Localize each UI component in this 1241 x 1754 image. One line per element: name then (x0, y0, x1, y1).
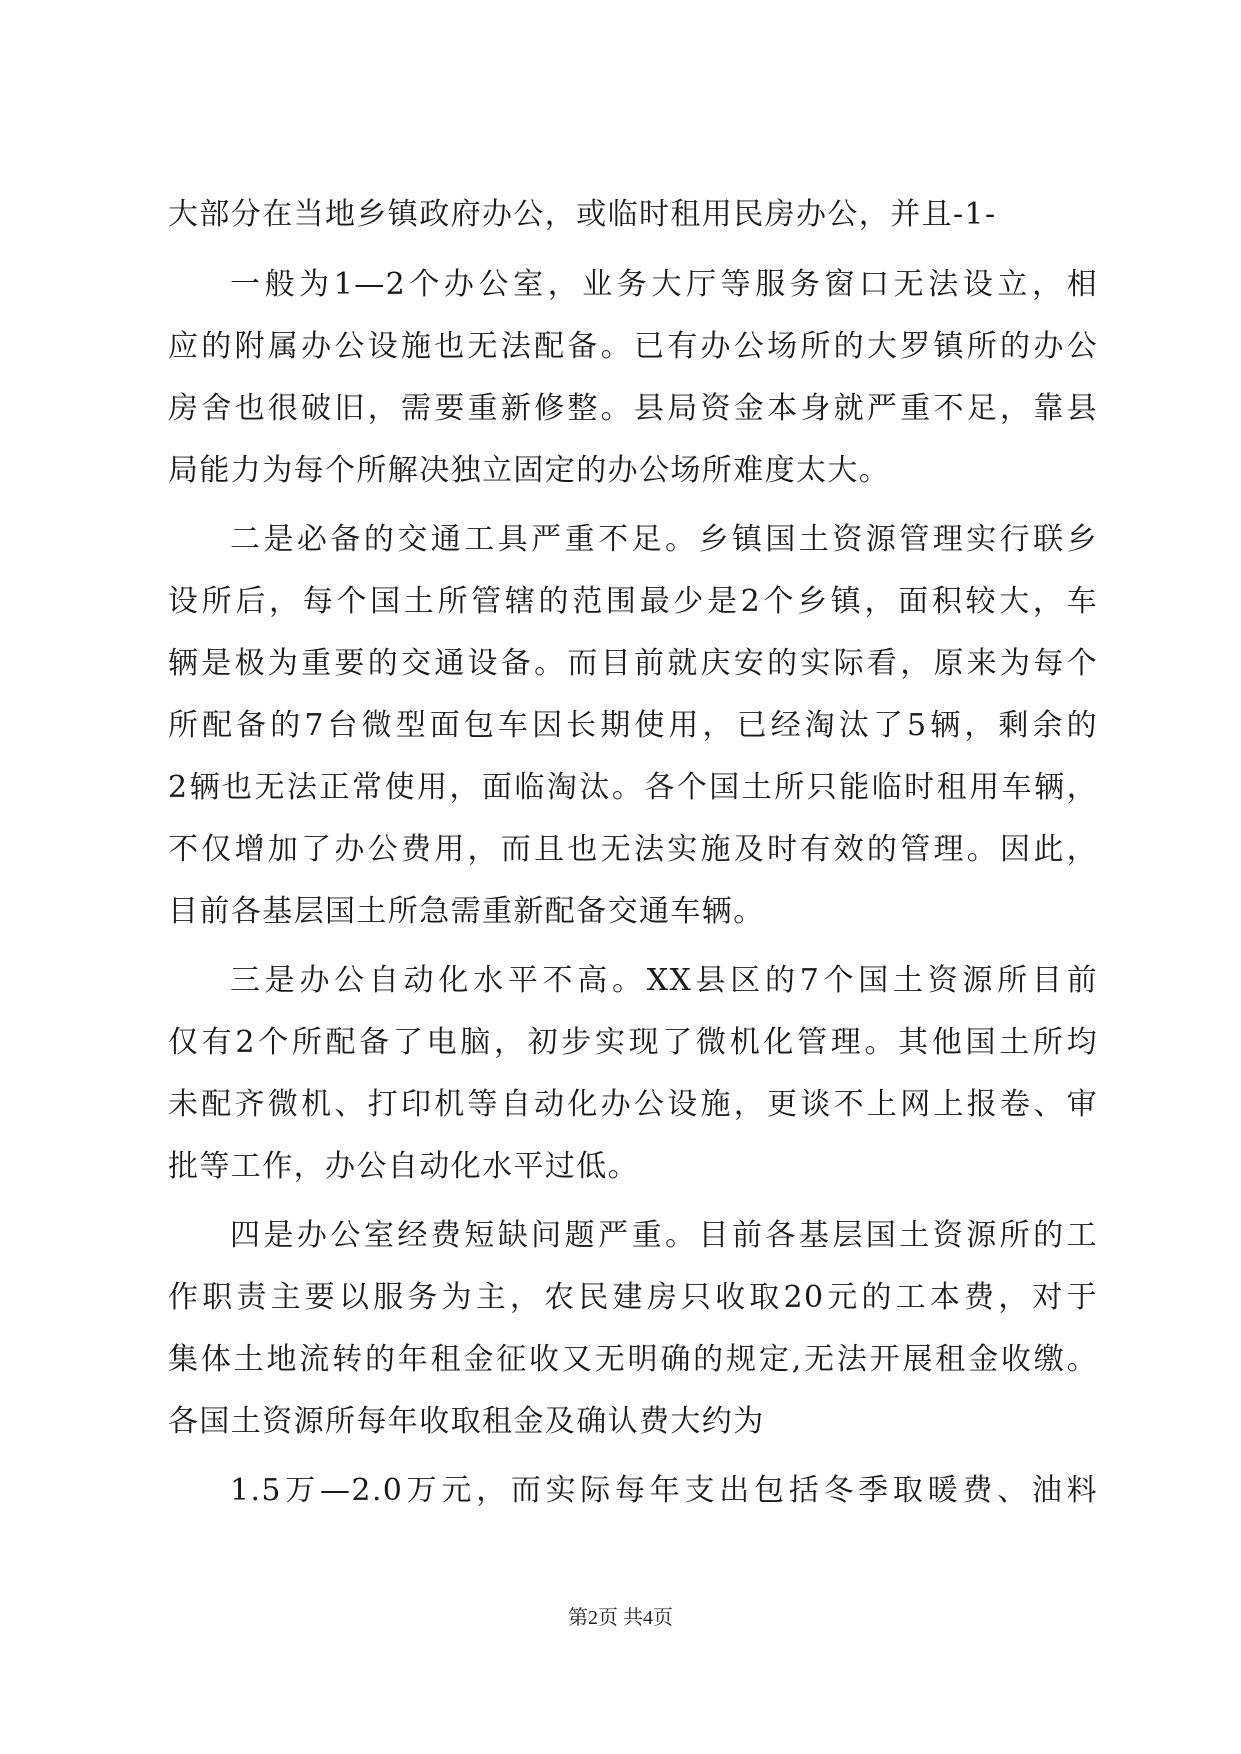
paragraph-line: 三是办公自动化水平不高。XX县区的7个国土资源所目前 (230, 963, 1098, 998)
paragraph-line: 批等工作，办公自动化水平过低。 (168, 1149, 639, 1184)
paragraph-line: 房舍也很破旧，需要重新修整。县局资金本身就严重不足，靠县 (168, 391, 1098, 426)
paragraph-line: 各国土资源所每年收取租金及确认费大约为 (168, 1404, 765, 1439)
paragraph-line: 集体土地流转的年租金征收又无明确的规定,无法开展租金收缴。 (168, 1342, 1098, 1377)
paragraph-line: 2辆也无法正常使用，面临淘汰。各个国土所只能临时租用车辆， (168, 770, 1098, 805)
paragraph-line: 目前各基层国土所急需重新配备交通车辆。 (168, 894, 765, 929)
paragraph-line: 四是办公室经费短缺问题严重。目前各基层国土资源所的工 (230, 1218, 1098, 1253)
page-footer (0, 1606, 1241, 1630)
paragraph-line: 1.5万—2.0万元，而实际每年支出包括冬季取暖费、油料 (230, 1473, 1098, 1508)
paragraph-line: 设所后，每个国土所管辖的范围最少是2个乡镇，面积较大，车 (168, 584, 1098, 619)
paragraph-line: 仅有2个所配备了电脑，初步实现了微机化管理。其他国土所均 (168, 1025, 1098, 1060)
text-line: 大部分在当地乡镇政府办公，或临时租用民房办公，并且-1- (168, 197, 997, 232)
paragraph-line: 一般为1—2个办公室，业务大厅等服务窗口无法设立，相 (230, 267, 1098, 302)
paragraph-line: 不仅增加了办公费用，而且也无法实施及时有效的管理。因此， (168, 832, 1098, 867)
paragraph-line: 局能力为每个所解决独立固定的办公场所难度太大。 (168, 453, 891, 488)
paragraph-line: 应的附属办公设施也无法配备。已有办公场所的大罗镇所的办公 (168, 329, 1098, 364)
paragraph-line: 二是必备的交通工具严重不足。乡镇国土资源管理实行联乡 (230, 522, 1098, 557)
paragraph-line: 辆是极为重要的交通设备。而目前就庆安的实际看，原来为每个 (168, 646, 1098, 681)
page-number-label: 第2页 共4页 (568, 1607, 673, 1629)
paragraph-line: 所配备的7台微型面包车因长期使用，已经淘汰了5辆，剩余的 (168, 708, 1098, 743)
paragraph-line: 未配齐微机、打印机等自动化办公设施，更谈不上网上报卷、审 (168, 1087, 1098, 1122)
paragraph-line: 作职责主要以服务为主，农民建房只收取20元的工本费，对于 (168, 1280, 1098, 1315)
